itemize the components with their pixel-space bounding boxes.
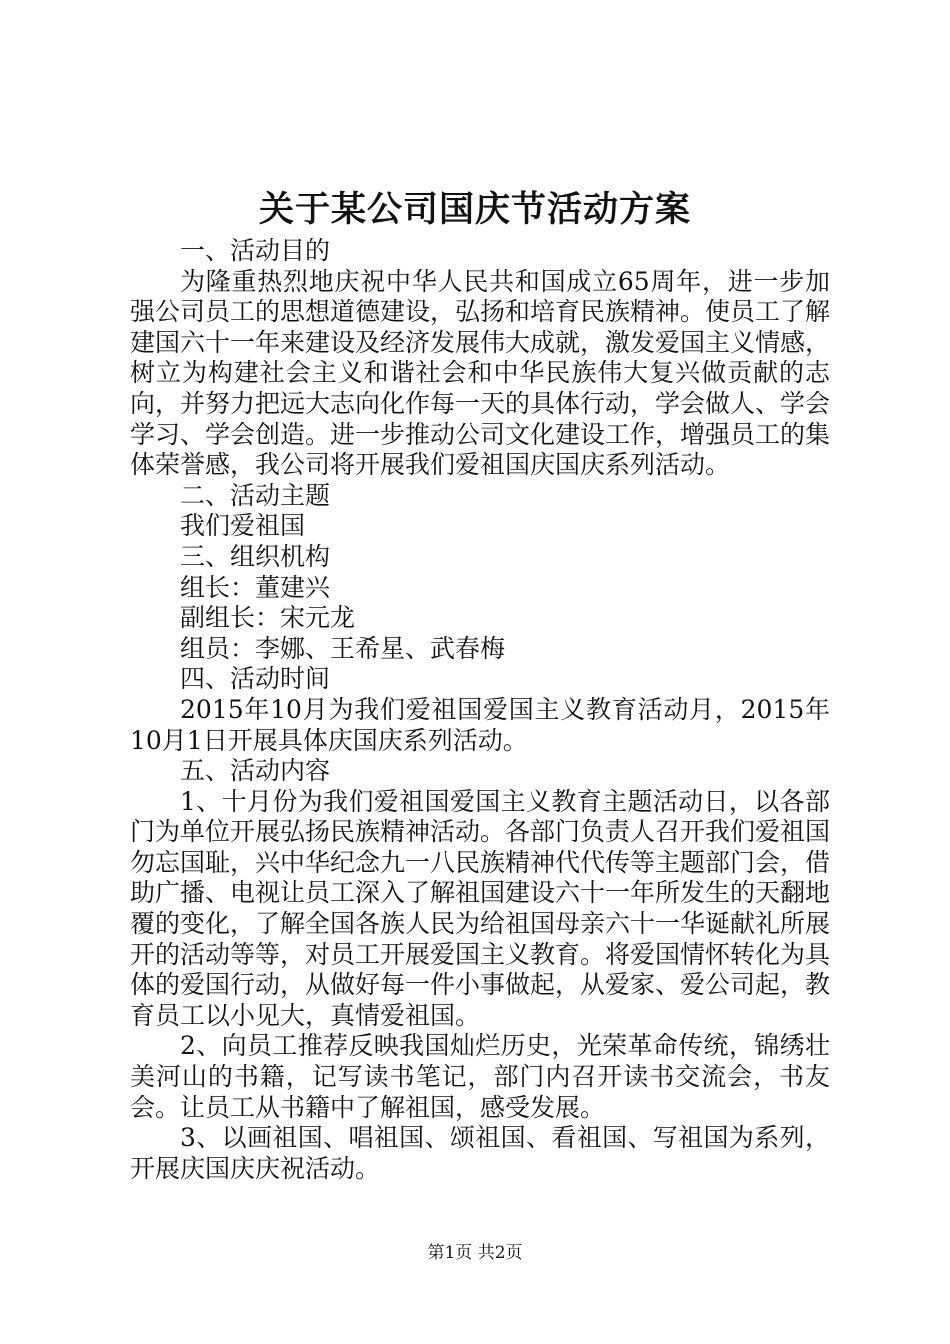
paragraph-leader: 组长：董建兴 xyxy=(180,572,331,602)
document-title: 关于某公司国庆节活动方案 xyxy=(258,189,691,230)
section-heading-time: 四、活动时间 xyxy=(180,664,331,694)
paragraph-members: 组员：李娜、王希星、武春梅 xyxy=(180,633,506,663)
section-heading-organization: 三、组织机构 xyxy=(180,541,331,571)
paragraph-time: 2015年10月为我们爱祖国爱国主义教育活动月，2015年10月1日开展具体庆国庆系列活动。 xyxy=(130,694,830,755)
paragraph-content-item-2: 2、向员工推荐反映我国灿烂历史，光荣革命传统，锦绣壮美河山的书籍，记写读书笔记，部门内召开读书交流会，书友会。让员工从书籍中了解祖国，感受发展。 xyxy=(130,1031,830,1122)
paragraph-content-item-3: 3、以画祖国、唱祖国、颂祖国、看祖国、写祖国为系列，开展庆国庆庆祝活动。 xyxy=(130,1123,830,1183)
section-heading-content: 五、活动内容 xyxy=(180,756,331,786)
paragraph-deputy-leader: 副组长：宋元龙 xyxy=(180,603,356,633)
paragraph-content-item-1: 1、十月份为我们爱祖国爱国主义教育主题活动日，以各部门为单位开展弘扬民族精神活动。各部门负责人召开我们爱祖国勿忘国耻，兴中华纪念九一八民族精神代代传等主题部门会，借助广播、电视让员工深入了解祖国建设六十一年所发生的天翻地覆的变化，了解全国各族人民为给祖国母亲六十一华诞献礼所展开的活动等等，对员工开展爱国主义教育。将爱国情怀转化为具体的爱国行动，从做好每一件小事做起，从爱家、爱公司起，教育员工以小见大，真情爱祖国。 xyxy=(130,786,831,1030)
document-body xyxy=(130,236,830,1184)
paragraph-theme: 我们爱祖国 xyxy=(180,511,306,541)
paragraph-purpose: 为隆重热烈地庆祝中华人民共和国成立65周年，进一步加强公司员工的思想道德建设，弘扬和培育民族精神。使员工了解建国六十一年来建设及经济发展伟大成就，激发爱国主义情感，树立为构建社会主义和谐社会和中华民族伟大复兴做贡献的志向，并努力把远大志向化作每一天的具体行动，学会做人、学会学习、学会创造。进一步推动公司文化建设工作，增强员工的集体荣誉感，我公司将开展我们爱祖国庆国庆系列活动。 xyxy=(130,266,831,480)
section-heading-theme: 二、活动主题 xyxy=(180,480,331,510)
page-number-footer: 第1页 共2页 xyxy=(427,1243,523,1263)
section-heading-purpose: 一、活动目的 xyxy=(180,236,331,265)
